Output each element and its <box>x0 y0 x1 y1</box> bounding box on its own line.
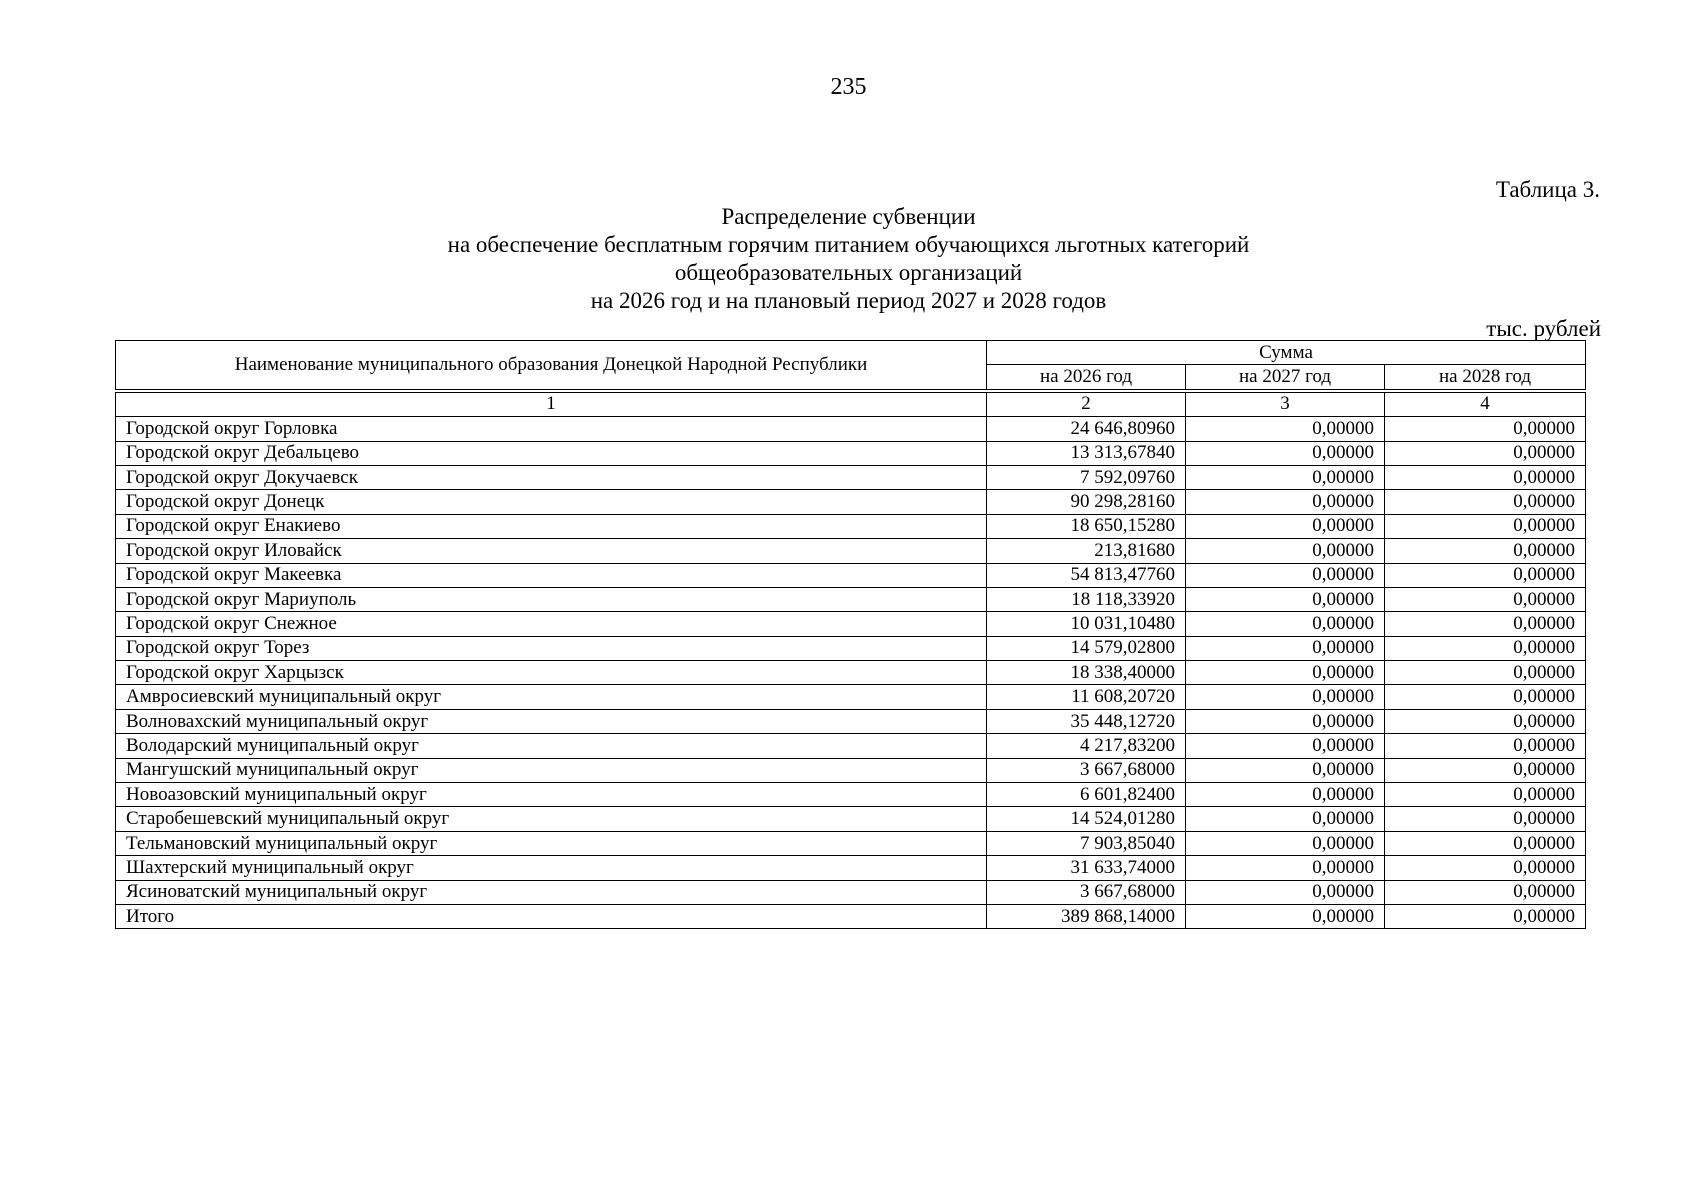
value-2027-cell: 0,00000 <box>1186 709 1385 733</box>
value-2027-cell: 0,00000 <box>1186 734 1385 758</box>
row-name-cell: Шахтерский муниципальный округ <box>116 856 987 880</box>
subvention-table <box>115 340 1586 929</box>
table-row <box>116 441 1586 465</box>
row-name-cell: Городской округ Харцызск <box>116 661 987 685</box>
table-row <box>116 734 1586 758</box>
value-2027-cell: 0,00000 <box>1186 587 1385 611</box>
table-row <box>116 685 1586 709</box>
value-2027-cell: 0,00000 <box>1186 807 1385 831</box>
table-row <box>116 661 1586 685</box>
value-2026-cell: 90 298,28160 <box>987 490 1186 514</box>
value-2028-cell: 0,00000 <box>1385 514 1586 538</box>
value-2028-cell: 0,00000 <box>1385 831 1586 855</box>
value-2028-cell: 0,00000 <box>1385 734 1586 758</box>
table-row <box>116 783 1586 807</box>
header-name: Наименование муниципального образования Донецкой Народной Республики <box>116 341 987 390</box>
value-2028-cell: 0,00000 <box>1385 612 1586 636</box>
table-body <box>116 417 1586 929</box>
value-2026-cell: 7 903,85040 <box>987 831 1186 855</box>
value-2026-cell: 18 650,15280 <box>987 514 1186 538</box>
units-label: тыс. рублей <box>1486 316 1601 341</box>
value-2028-cell: 0,00000 <box>1385 880 1586 904</box>
value-2028-cell: 0,00000 <box>1385 465 1586 489</box>
column-number: 4 <box>1385 392 1586 416</box>
value-2026-cell: 18 338,40000 <box>987 661 1186 685</box>
value-2028-cell: 0,00000 <box>1385 490 1586 514</box>
row-name-cell: Старобешевский муниципальный округ <box>116 807 987 831</box>
table-row <box>116 612 1586 636</box>
table-row <box>116 831 1586 855</box>
table-row <box>116 636 1586 660</box>
column-number-row <box>116 392 1586 416</box>
title-line: на обеспечение бесплатным горячим питанием обучающихся льготных категорий <box>447 232 1250 257</box>
value-2028-cell: 0,00000 <box>1385 856 1586 880</box>
value-2028-cell: 0,00000 <box>1385 709 1586 733</box>
row-name-cell: Городской округ Снежное <box>116 612 987 636</box>
row-name-cell: Городской округ Мариуполь <box>116 587 987 611</box>
value-2026-cell: 6 601,82400 <box>987 783 1186 807</box>
row-name-cell: Амвросиевский муниципальный округ <box>116 685 987 709</box>
row-name-cell: Городской округ Донецк <box>116 490 987 514</box>
column-number: 3 <box>1186 392 1385 416</box>
value-2027-cell: 0,00000 <box>1186 636 1385 660</box>
row-name-cell: Городской округ Торез <box>116 636 987 660</box>
header-sum: Сумма <box>987 341 1586 365</box>
value-2026-cell: 389 868,14000 <box>987 904 1186 928</box>
title-line: общеобразовательных организаций <box>674 260 1023 285</box>
value-2026-cell: 11 608,20720 <box>987 685 1186 709</box>
row-name-cell: Мангушский муниципальный округ <box>116 758 987 782</box>
value-2027-cell: 0,00000 <box>1186 490 1385 514</box>
value-2026-cell: 3 667,68000 <box>987 880 1186 904</box>
title-line: Распределение субвенции <box>721 204 976 229</box>
table-row <box>116 465 1586 489</box>
total-row <box>116 904 1586 928</box>
table-label: Таблица 3. <box>1495 177 1600 202</box>
value-2026-cell: 18 118,33920 <box>987 587 1186 611</box>
value-2028-cell: 0,00000 <box>1385 758 1586 782</box>
value-2027-cell: 0,00000 <box>1186 685 1385 709</box>
table-title <box>0 203 1697 315</box>
value-2027-cell: 0,00000 <box>1186 661 1385 685</box>
row-name-cell: Новоазовский муниципальный округ <box>116 783 987 807</box>
value-2028-cell: 0,00000 <box>1385 783 1586 807</box>
row-name-cell: Володарский муниципальный округ <box>116 734 987 758</box>
value-2027-cell: 0,00000 <box>1186 831 1385 855</box>
table-row <box>116 880 1586 904</box>
value-2027-cell: 0,00000 <box>1186 514 1385 538</box>
value-2027-cell: 0,00000 <box>1186 441 1385 465</box>
title-line: на 2026 год и на плановый период 2027 и 2028 годов <box>590 288 1107 313</box>
value-2027-cell: 0,00000 <box>1186 856 1385 880</box>
value-2026-cell: 31 633,74000 <box>987 856 1186 880</box>
value-2026-cell: 10 031,10480 <box>987 612 1186 636</box>
table-row <box>116 539 1586 563</box>
header-year-2027: на 2027 год <box>1186 365 1385 389</box>
value-2027-cell: 0,00000 <box>1186 563 1385 587</box>
row-name-cell: Городской округ Иловайск <box>116 539 987 563</box>
table-row <box>116 807 1586 831</box>
row-name-cell: Тельмановский муниципальный округ <box>116 831 987 855</box>
value-2028-cell: 0,00000 <box>1385 563 1586 587</box>
value-2027-cell: 0,00000 <box>1186 612 1385 636</box>
value-2026-cell: 54 813,47760 <box>987 563 1186 587</box>
value-2027-cell: 0,00000 <box>1186 904 1385 928</box>
column-number: 1 <box>116 392 987 416</box>
page-number: 235 <box>830 74 867 100</box>
row-name-cell: Городской округ Макеевка <box>116 563 987 587</box>
value-2026-cell: 24 646,80960 <box>987 417 1186 441</box>
value-2027-cell: 0,00000 <box>1186 880 1385 904</box>
value-2026-cell: 13 313,67840 <box>987 441 1186 465</box>
value-2028-cell: 0,00000 <box>1385 661 1586 685</box>
row-name-cell: Городской округ Докучаевск <box>116 465 987 489</box>
value-2026-cell: 213,81680 <box>987 539 1186 563</box>
row-name-cell: Волновахский муниципальный округ <box>116 709 987 733</box>
value-2026-cell: 4 217,83200 <box>987 734 1186 758</box>
value-2027-cell: 0,00000 <box>1186 465 1385 489</box>
header-year-2028: на 2028 год <box>1385 365 1586 389</box>
table-row <box>116 587 1586 611</box>
row-name-cell: Городской округ Дебальцево <box>116 441 987 465</box>
row-name-cell: Итого <box>116 904 987 928</box>
table-row <box>116 563 1586 587</box>
header-row <box>116 341 1586 365</box>
table-row <box>116 709 1586 733</box>
row-name-cell: Городской округ Горловка <box>116 417 987 441</box>
table-row <box>116 856 1586 880</box>
value-2026-cell: 14 579,02800 <box>987 636 1186 660</box>
value-2028-cell: 0,00000 <box>1385 807 1586 831</box>
value-2026-cell: 3 667,68000 <box>987 758 1186 782</box>
value-2028-cell: 0,00000 <box>1385 417 1586 441</box>
row-name-cell: Ясиноватский муниципальный округ <box>116 880 987 904</box>
column-number: 2 <box>987 392 1186 416</box>
value-2028-cell: 0,00000 <box>1385 539 1586 563</box>
value-2028-cell: 0,00000 <box>1385 685 1586 709</box>
value-2028-cell: 0,00000 <box>1385 636 1586 660</box>
value-2027-cell: 0,00000 <box>1186 783 1385 807</box>
value-2028-cell: 0,00000 <box>1385 587 1586 611</box>
value-2027-cell: 0,00000 <box>1186 758 1385 782</box>
table-row <box>116 514 1586 538</box>
value-2027-cell: 0,00000 <box>1186 539 1385 563</box>
row-name-cell: Городской округ Енакиево <box>116 514 987 538</box>
value-2028-cell: 0,00000 <box>1385 904 1586 928</box>
table-row <box>116 758 1586 782</box>
value-2026-cell: 7 592,09760 <box>987 465 1186 489</box>
value-2026-cell: 14 524,01280 <box>987 807 1186 831</box>
value-2027-cell: 0,00000 <box>1186 417 1385 441</box>
value-2028-cell: 0,00000 <box>1385 441 1586 465</box>
header-year-2026: на 2026 год <box>987 365 1186 389</box>
table-row <box>116 417 1586 441</box>
table-row <box>116 490 1586 514</box>
value-2026-cell: 35 448,12720 <box>987 709 1186 733</box>
